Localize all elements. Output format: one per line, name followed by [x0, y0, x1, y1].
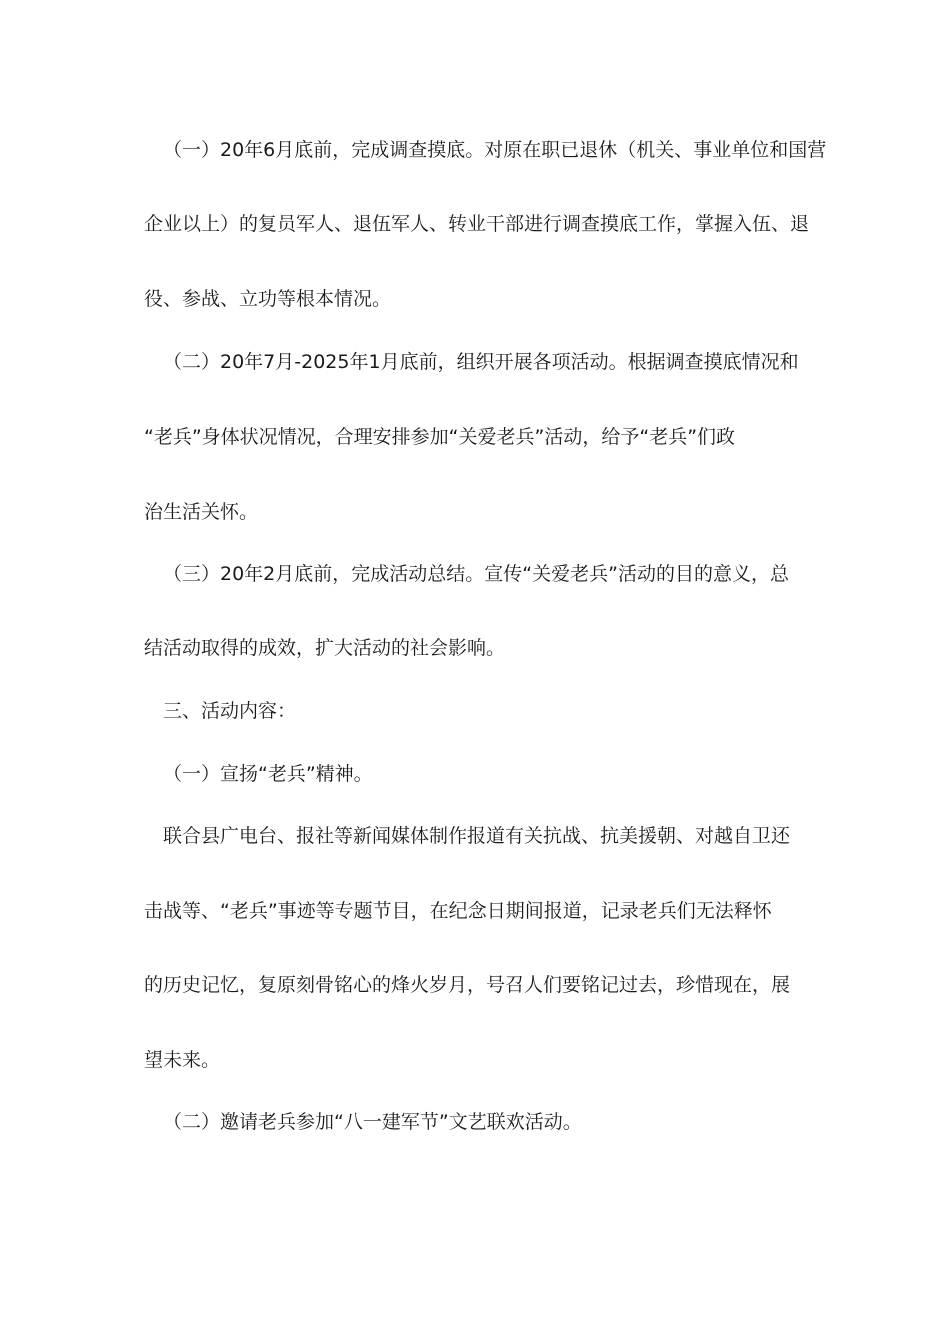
text-line: 结活动取得的成效，扩大活动的社会影响。 — [144, 637, 506, 659]
text-line: （三）20年2月底前，完成活动总结。宣传“关爱老兵”活动的目的意义，总 — [163, 563, 789, 585]
text-line: 企业以上）的复员军人、退伍军人、转业干部进行调查摸底工作，掌握入伍、退 — [144, 213, 810, 235]
text-line: 联合县广电台、报社等新闻媒体制作报道有关抗战、抗美援朝、对越自卫还 — [163, 825, 791, 847]
subsection-heading: （一）宣扬“老兵”精神。 — [163, 763, 373, 785]
text-line: （一）20年6月底前，完成调查摸底。对原在职已退休（机关、事业单位和国营 — [163, 139, 827, 161]
text-line: 治生活关怀。 — [144, 501, 259, 523]
text-line: “老兵”身体状况情况，合理安排参加“关爱老兵”活动，给予“老兵”们政 — [144, 426, 736, 448]
subsection-heading: （二）邀请老兵参加“八一建军节”文艺联欢活动。 — [163, 1111, 582, 1133]
text-line: 的历史记忆，复原刻骨铭心的烽火岁月，号召人们要铭记过去，珍惜现在，展 — [144, 974, 791, 996]
text-line: 望未来。 — [144, 1049, 221, 1071]
text-line: 击战等、“老兵”事迹等专题节目，在纪念日期间报道，记录老兵们无法释怀 — [144, 900, 772, 922]
text-line: （二）20年7月-2025年1月底前，组织开展各项活动。根据调查摸底情况和 — [163, 351, 799, 373]
section-heading: 三、活动内容： — [163, 700, 297, 722]
text-line: 役、参战、立功等根本情况。 — [144, 288, 392, 310]
